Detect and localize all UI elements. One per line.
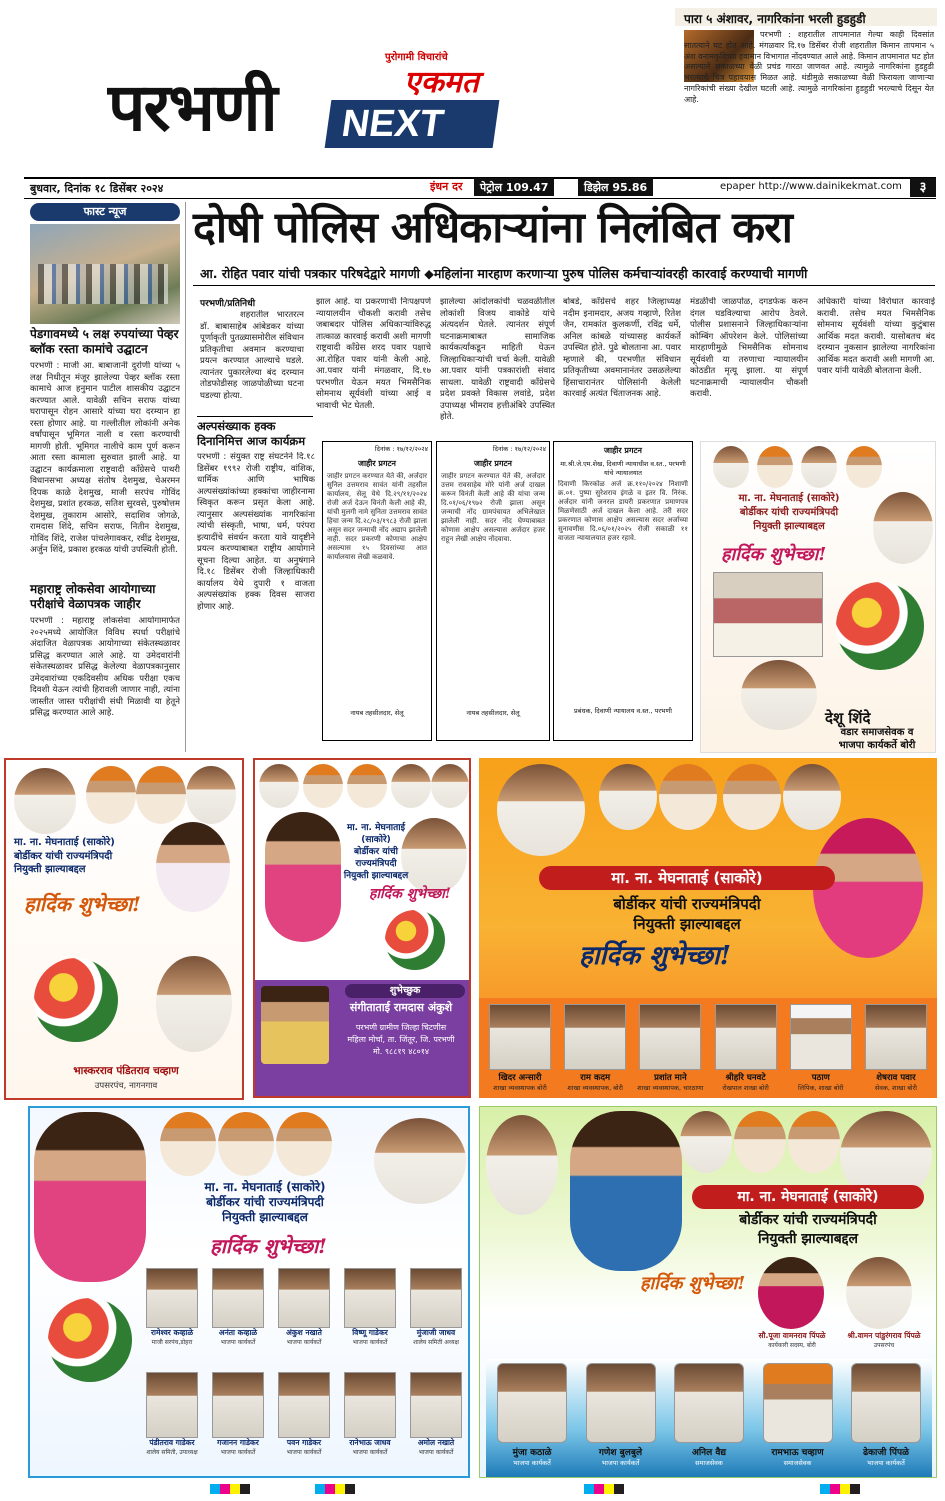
person-photo: [486, 1115, 558, 1215]
ad-line-1: मा. ना. मेघनाताई (साकोरे): [738, 493, 840, 504]
masthead-title: परभणी: [108, 68, 276, 146]
ad-line-1: मा. ना. मेघनाताई (साकोरे): [204, 1180, 326, 1194]
person-photo: [659, 764, 717, 830]
ad-line-3: नियुक्ती झाल्याबद्दल: [633, 915, 741, 933]
worker-role: भाजपा कार्यकर्ते: [418, 1449, 454, 1456]
bouquet-image: [48, 1298, 132, 1382]
staff-card: [635, 1004, 705, 1092]
worker-role: भाजपा कार्यकर्ते: [220, 1339, 256, 1346]
person-photo: [846, 446, 882, 488]
notice-sign: नायब तहसीलदार, सेलू: [466, 709, 520, 717]
person-photo: [146, 1372, 198, 1438]
person-photo: [489, 1004, 551, 1070]
ad-line-2: बोर्डीकर यांची राज्यमंत्रिपदी: [14, 850, 113, 862]
person-photo: [741, 660, 817, 730]
notice-sign: नायब तहसीलदार, सेलू: [350, 709, 404, 717]
ad-line-2: बोर्डीकर यांची राज्यमंत्रिपदी: [354, 847, 398, 869]
worker-name: मुंजाजी जाधव: [416, 1328, 456, 1337]
bouquet-image: [836, 582, 924, 670]
worker-row-1: [140, 1268, 468, 1346]
person-photo: [259, 764, 299, 808]
worker-name: गजानन गाडेकर: [217, 1438, 259, 1447]
person-photo: [723, 764, 781, 830]
story-col-3: झालेल्या आंदोलकांची चळवळीतील लोकांशी विजय वाकोडे यांचे अंत्यदर्शन घेतले. त्यानंतर संपूर्ण घटनाक्रमाबाबत सामाजिक कार्यकर्त्यांकडून माहिती घेऊन जिल्हाधिकाऱ्यांची चर्चा केली. यावेळी आ.पवार यांनी पत्रकारांशी संवाद साधला. यावेळी राष्ट्रवादी काँग्रेसचे प्रदेश प्रवक्ते विकास लवांडे, प्रदेश उपाध्यक्ष भीमराव हत्तीअंबिरे उपस्थित होते.: [440, 297, 555, 422]
person-photo: [344, 1372, 396, 1438]
supporter-role: भाजपा कार्यकर्ते: [867, 1459, 905, 1467]
person-photo: [410, 1268, 462, 1328]
person-photo: [278, 1372, 330, 1438]
person-photo: [734, 1111, 786, 1173]
ad-line-1: मा. ना. मेघनाताई (साकोरे): [346, 823, 406, 845]
person-photo: [586, 1363, 656, 1443]
person-photo: [758, 1257, 824, 1329]
color-registration-strip: [820, 1484, 860, 1494]
worker-name: रानेभाऊ जाधव: [349, 1438, 391, 1447]
person-photo: [715, 1004, 777, 1070]
inauguration-photo: [30, 224, 180, 324]
notice-title: जाहीर प्रगटन: [604, 446, 642, 455]
ad-line-3: नियुक्ती झाल्याबद्दल: [14, 864, 86, 875]
ad-dohra-workers: [28, 1106, 470, 1478]
notice-body: जाहीर प्रगटन करण्यात येते की, अर्जदार सुनिल उत्तमराव सावंत यांनी तहसील कार्यालय, सेलू येथे दि.२९/११/२०२४ रोजी अर्ज देऊन विनंती केली आहे की, यांची मुलगी नामे सुनिता उत्तमराव सावंत हिचा जन्म दि.२८/०३/१९८३ रोजी झाला असून सदर जन्माची नोंद अद्याप झालेली नाही. सदर प्रकरणी कोणाचा आक्षेप असल्यास १५ दिवसांच्या आत कार्यालयास लेखी कळवावे.: [327, 472, 427, 561]
person-photo: [846, 1257, 912, 1329]
lokmat-logo: एकमत: [404, 65, 479, 100]
staff-name: खिदर अन्सारी: [498, 1073, 542, 1083]
issue-date: बुधवार, दिनांक १८ डिसेंबर २०२४: [30, 182, 164, 195]
petrol-price: पेट्रोल 109.47: [474, 178, 554, 196]
worker-card: [404, 1372, 468, 1456]
fast-news-body-2: परभणी : महाराष्ट्र लोकसेवा आयोगामार्फत २०२५मध्ये आयोजित विविध स्पर्धा परीक्षांचे अंदाजित वेळापत्रक आयोगाच्या संकेतस्थळावर प्रसिद्ध करण्यात आले आहे. या उमेदवारांनी संकेतस्थळावर प्रसिद्ध केलेल्या वेळापत्रकानुसार उमेदवारांच्या एकदिवसीय अधिक परीक्षा एकच दिवशी येऊन त्यांची हिरावली जाणार नाही, त्यांना जास्तीत जास्त परीक्षांची संधी मिळावी या हेतूने प्रसिद्ध करण्यात आले आहे.: [30, 616, 180, 718]
color-registration-strip: [315, 1484, 355, 1494]
headline-rule: [193, 285, 935, 286]
story-col-6: अधिकारी यांच्या विरोधात कारवाई करावी. तसेच मयत भिमसैनिक सोमनाथ सूर्यवंशी यांच्या कुटुंबास आर्थिक मदत करावी. यासोबतच बंद दरम्यान नुकसान झालेल्या नागरिकांना आर्थिक मदत करावी अशी मागणी आ. पवार यांनी यावेळी बोलताना केली.: [817, 297, 935, 376]
staff-card: [485, 1004, 555, 1092]
ad-line-2: बोर्डीकर यांची राज्यमंत्रिपदी: [739, 507, 839, 518]
color-registration-strip: [210, 1484, 250, 1494]
worker-card: [206, 1268, 270, 1346]
supporter-role: समाजसेवक: [783, 1459, 812, 1467]
worker-name: विष्णू गाडेकर: [352, 1328, 388, 1337]
greeting: हार्दिक शुभेच्छा!: [721, 544, 827, 565]
staff-name: श्रीहरि घनवटे: [725, 1073, 766, 1083]
worker-role: भाजपा कार्यकर्ते: [220, 1449, 256, 1456]
person-photo: [156, 956, 232, 1052]
supporter-card: [579, 1363, 663, 1467]
couple-name: श्री.वामन पांडुरंगराव पिंपळे: [847, 1331, 921, 1340]
minority-title: अल्पसंख्याक हक्क दिनानिमित्त आज कार्यक्रम: [197, 419, 306, 448]
main-subhead: आ. रोहित पवार यांची पत्रकार परिषदेद्वारे मागणी ◆महिलांना मारहाण करणाऱ्या पुरुष पोलिस कर्मचाऱ्यांवरही कारवाई करण्याची मागणी: [200, 266, 808, 281]
person-photo: [347, 764, 387, 808]
person-photo: [156, 822, 230, 912]
ad-text: [14, 836, 164, 877]
person-photo: [14, 768, 76, 834]
person-photo: [410, 1372, 462, 1438]
ad-role-1: परभणी ग्रामीण जिल्हा चिटणीस: [355, 1023, 447, 1032]
supporter-name: गणेश बुलबुले: [598, 1448, 643, 1458]
person-photo: [136, 766, 186, 824]
worker-role: माजी सरपंच,डोहरा: [151, 1339, 193, 1346]
worker-role: भाजपा कार्यकर्ते: [352, 1449, 388, 1456]
person-photo: [570, 1111, 682, 1271]
supporter-role: भाजपा कार्यकर्ते: [601, 1459, 640, 1467]
person-photo: [497, 1363, 567, 1443]
notice-body: दिवाणी किरकोळ अर्ज क्र.११०/२०२४ निशाणी क्र.०१. पुष्पा सुरेशराव इंगळे व इतर वि. निरंक. अर्जदार यांनी जनरल डायरी प्रकरणात प्रमाणपत्र मिळणेसाठी अर्ज दाखल केला आहे. तरी सदर प्रकरणात कोणास आक्षेप असल्यास सदर अर्जाच्या सुनावणीस दि.०६/०१/२०२५ रोजी सकाळी ११ वाजता न्यायालयात हजर रहावे.: [558, 480, 688, 542]
greeting: हार्दिक शुभेच्छा!: [640, 1273, 746, 1294]
worker-name: रामेश्वर कव्हाळे: [150, 1328, 194, 1337]
fuel-label: इंधन दर: [430, 180, 463, 193]
couple-card: [742, 1331, 842, 1349]
staff-role: शाखा व्यवस्थापक, चारठाणा: [637, 1084, 704, 1092]
worker-name: पवन गाडेकर: [286, 1438, 322, 1447]
ad-text: [150, 1180, 380, 1225]
bouquet-image: [385, 910, 445, 970]
ad-deshu-shinde: [700, 441, 936, 753]
story-col-1: शहरातील भारतरत्न डॉ. बाबासाहेब आंबेडकर यांच्या पूर्णाकृती पुतळ्यासमोरील संविधान प्रतिकृतीचा अवमान करण्याचा प्रयत्न करण्यात आल्याचे घडले. त्यानंतर पुकारलेल्या बंद दरम्यान तोडफोडीसह जाळपोळीच्या घटना घडल्या होत्या.: [200, 310, 304, 401]
staff-role: सेवक, शाखा बोरी: [874, 1084, 917, 1092]
staff-role: लिपिक, शाखा बोरी: [798, 1084, 844, 1092]
person-photo: [374, 1118, 466, 1204]
notice-2: [436, 441, 550, 741]
supporter-card: [667, 1363, 751, 1467]
person-photo: [851, 1363, 921, 1443]
supporter-name: रामभाऊ चव्हाण: [771, 1448, 824, 1458]
ad-name: देशू शिंदे: [825, 709, 871, 727]
person-photo: [431, 764, 469, 808]
person-photo: [186, 766, 236, 824]
fast-news-body-1: परभणी : माजी आ. बाबाजानी दुर्राणी यांच्या ५ लक्ष निधीतून मंजूर झालेल्या पेव्हर ब्लॉक रस्ता कामाचे आज हनुमान पाटील शासकीय उद्घाटन करण्यात आले. यावेळी सचिन सराफ यांच्या घरापासून रोहन आसारे यांच्या घरा दरम्यान हा रस्ता होणार आहे. या गल्लीतील लोकांनी अनेक वर्षांपासून भूमिगत नाली व रस्ता करण्याची मागणी होती. भूमिगत नालीचे काम पूर्ण करून आता रस्ता कामाला सुरुवात झाली आहे. या उद्घाटन कार्यक्रमाला राष्ट्रवादी काँग्रेसचे पाथरी विधानसभा अध्यक्ष संतोष देशमुख, चेअरमन दिपक काळे देशमुख, माजी सरपंच गोविंद देशमुख, प्रशांत हरकळ, सतिश सुरवसे, पुरुषोत्तम देशमुख, तुकाराम आसोरे, सदाशिव जोगळे, रामदास शिंदे, सचिन सराफ, नितीन देशमुख, गोविंद शिंदे, राजेश पांचलेगावकर, रवींद्र देशमुख, अर्जुन शिंदे, प्रकाश हरकळ यांची उपस्थिती होती.: [30, 361, 180, 555]
worker-card: [404, 1268, 468, 1346]
ad-phone: मो. ९८८१९ ४८०१४: [372, 1047, 430, 1056]
person-photo: [276, 1112, 332, 1176]
fast-news-title-1: पेडगावमध्ये ५ लक्ष रुपयांच्या पेव्हर ब्लॉक रस्ता कामांचे उद्घाटन: [30, 327, 179, 356]
staff-card: [861, 1004, 931, 1092]
person-photo: [261, 986, 329, 1064]
worker-name: अमोल नखाते: [417, 1438, 455, 1447]
supporter-card: [490, 1363, 574, 1467]
person-photo: [763, 1363, 833, 1443]
person-photo: [212, 1372, 264, 1438]
couple-role: उपसरपंच: [873, 1342, 895, 1349]
couple-card: [834, 1331, 934, 1349]
staff-role: रोखपाल शाखा बोरी: [722, 1084, 769, 1092]
ad-text: [703, 492, 875, 534]
staff-role: शाखा व्यवस्थापक, बोरी: [567, 1084, 623, 1092]
person-photo: [86, 766, 136, 824]
ad-role-2: महिला मोर्चा, ता. जिंतूर, जि. परभणी: [347, 1035, 455, 1044]
fast-news-label: फास्ट न्यूज: [30, 203, 180, 221]
ad-line-3: नियुक्ती झाल्याबद्दल: [753, 521, 825, 532]
notice-1: [322, 441, 432, 741]
rule: [197, 416, 313, 417]
supporter-name: मुंजा कठाळे: [512, 1448, 552, 1458]
color-registration-strip: [584, 1484, 624, 1494]
ad-bank-staff: [479, 758, 937, 1098]
staff-card: [560, 1004, 630, 1092]
event-photo: [713, 572, 823, 657]
ad-line-2: बोर्डीकर यांची राज्यमंत्रिपदी: [613, 895, 761, 913]
worker-card: [272, 1372, 336, 1456]
notice-title: जाहीर प्रगटन: [474, 459, 512, 468]
notice-title: जाहीर प्रगटन: [358, 459, 396, 468]
person-photo: [865, 1004, 927, 1070]
ad-role-2: भाजपा कार्यकर्ते बोरी: [838, 740, 916, 751]
page-number: ३: [910, 178, 936, 197]
supporter-card: [756, 1363, 840, 1467]
greeting: हार्दिक शुभेच्छा!: [210, 1234, 327, 1258]
supporter-role: समाजसेवक: [695, 1459, 723, 1467]
couple-role: कार्यकारी सदस्य, बोरी: [768, 1342, 816, 1349]
worker-name: पंडीतराव गाडेकर: [149, 1438, 195, 1447]
person-photo: [344, 1268, 396, 1328]
greeting: हार्दिक शुभेच्छा!: [579, 941, 731, 971]
worker-role: भाजपा कार्यकर्ते: [286, 1339, 322, 1346]
ad-name: भास्करराव पंडितराव चव्हाण: [73, 1065, 179, 1077]
person-photo: [801, 446, 837, 488]
column-divider: [185, 202, 186, 752]
person-photo: [788, 1111, 840, 1173]
worker-card: [272, 1268, 336, 1346]
ad-text: [341, 822, 411, 882]
worker-card: [206, 1372, 270, 1456]
ad-label: शुभेच्छुक: [345, 984, 465, 998]
person-photo: [497, 764, 585, 856]
person-photo: [757, 446, 793, 488]
ad-role: उपसरपंच, नागनगाव: [94, 1081, 158, 1091]
ad-pimple-family: [479, 1106, 937, 1478]
person-photo: [146, 1268, 198, 1328]
person-photo: [674, 1363, 744, 1443]
supporter-card: [844, 1363, 928, 1467]
ad-line-3: नियुक्ती झाल्याबद्दल: [222, 1210, 308, 1224]
notice-body: जाहीर प्रगटन करण्यात येते की, अर्जदार उत्तम रावसाहेब मोरे यांनी अर्ज दाखल करून विनंती केली आहे की यांचा जन्म दि.०१/०६/१९७२ रोजी झाला असून जन्माची नोंद ग्रामपंचायत अभिलेखात झालेली नाही. सदर नोंद घेण्याबाबत कोणास आक्षेप असल्यास अर्जदार हजर राहून लेखी आक्षेप नोंदवावा.: [441, 472, 545, 543]
diesel-price: डिझेल 95.86: [578, 178, 653, 196]
supporter-row: [490, 1363, 928, 1467]
story-col-2: झाल आहे. या प्रकरणाची निःपक्षपणे न्यायालयीन चौकशी करावी तसेच जबाबदार पोलिस अधिकाऱ्यांविरुद्ध तात्काळ कारवाई करावी अशी मागणी राष्ट्रवादी काँग्रेस शरद पवार पक्षाचे आ.रोहित पवार यांनी केली आहे. आ.पवार यांनी मंगळवार, दि.१७ परभणीत येऊन मयत भिमसैनिक सोमनाथ सूर्यवंशी यांच्या आई व भावाची भेट घेतली.: [316, 297, 431, 411]
ad-line-2: बोर्डीकर यांची राज्यमंत्रिपदी: [206, 1195, 324, 1209]
worker-card: [338, 1372, 402, 1456]
greeting: हार्दिक शुभेच्छा!: [369, 886, 451, 902]
person-photo: [873, 492, 933, 564]
story-col-5: मंडळींची जाळपोळ, दगडफेक करुन दंगल घडविल्याचा आरोप ठेवले. पोलीस प्रशासनाने जिल्हाधिकाऱ्यांना कोम्बिंग ऑपरेशन केले. पोलिसांच्या मारहाणीमुळे भिमसैनिक सोमनाथ सूर्यवंशी या तरुणाचा न्यायालयीन कोठडीत मृत्यू झाला. या संपूर्ण घटनाक्रमाची न्यायालयीन चौकशी करावी.: [690, 297, 808, 399]
ad-role: [331, 1022, 471, 1058]
person-photo: [680, 1111, 732, 1173]
story-col-4: बोबडे, काँग्रेसचे शहर जिल्हाध्यक्ष नदीम इनामदार, अजय गव्हाणे, रितेश जैन, रामकांत कुलकर्णी, रविंद्र धर्मे, अनिल कांबळे यांच्यासह कार्यकर्ते उपस्थित होते. पुढे बोलताना आ. पवार म्हणाले की, परभणीत संविधान प्रतिकृतीच्या अवमानानंतर उसळलेल्या हिंसाचारानंतर पोलिसांनी केलेली कारवाई अत्यंत चिंताजनक आहे.: [563, 297, 681, 399]
supporter-name: ढेकाजी पिंपळे: [863, 1448, 909, 1458]
minority-body: परभणी : संयुक्त राष्ट्र संघटनेने दि.१८ डिसेंबर १९९२ रोजी राष्ट्रीय, वांशिक, धार्मिक आणि भाषिक अल्पसंख्यांकांच्या हक्कांचा जाहीरनामा स्विकृत करून प्रसृत केला आहे. त्यानुसार अल्पसंख्यांक नागरिकांना त्यांची संस्कृती, भाषा, धर्म, परंपरा इत्यादींचे संवर्धन करता यावे यादृष्टीने प्रयत्न करण्याबाबत राष्ट्रीय आयोगाने सूचना दिल्या आहेत. या अनुषंगाने दि.१८ डिसेंबर रोजी जिल्हाधिकारी कार्यालय येथे दुपारी १ वाजता अल्पसंख्यांक हक्क दिवस साजरा होणार आहे.: [197, 452, 315, 612]
person-photo: [278, 1268, 330, 1328]
ad-line-2: बोर्डीकर यांची राज्यमंत्रिपदी: [739, 1212, 877, 1228]
top-right-headline: पारा ५ अंशावर, नागरिकांना भरली हुडहुडी: [684, 12, 866, 26]
person-photo: [790, 1004, 852, 1070]
worker-name: अनंता कव्हाळे: [218, 1328, 258, 1337]
staff-name: पठाण: [811, 1073, 830, 1083]
notice-date: दिनांक : १७/१२/२०२४: [492, 445, 546, 453]
ad-line-1: मा. ना. मेघनाताई (साकोरे): [611, 869, 763, 887]
person-photo: [218, 1112, 274, 1176]
ad-role-1: वडार समाजसेवक व: [840, 727, 914, 738]
person-photo: [212, 1268, 264, 1328]
staff-card: [786, 1004, 856, 1092]
supporter-role: भाजपा कार्यकर्ते: [513, 1459, 551, 1467]
greeting: हार्दिक शुभेच्छा!: [24, 892, 141, 916]
notice-3: [553, 441, 693, 741]
ad-line-1: मा. ना. मेघनाताई (साकोरे): [737, 1189, 879, 1205]
next-logo: NEXT: [325, 100, 500, 148]
worker-row-2: [140, 1372, 468, 1456]
main-headline: दोषी पोलिस अधिकाऱ्यांना निलंबित करा: [193, 203, 792, 253]
staff-row: [485, 1004, 931, 1092]
worker-role: भाजपा कार्यकर्ते: [352, 1339, 388, 1346]
notice-sign: प्रबंधक, दिवाणी न्यायालय व.स्त., परभणी: [574, 707, 672, 715]
person-photo: [391, 764, 431, 808]
ad-role: [819, 726, 935, 752]
worker-role: शालेय समिती अध्यक्ष: [413, 1339, 459, 1346]
ad-line-3: नियुक्ती झाल्याबद्दल: [343, 871, 409, 881]
notice-date: दिनांक : १७/१२/२०२४: [374, 445, 428, 453]
ad-line-3: नियुक्ती झाल्याबद्दल: [757, 1231, 859, 1247]
worker-card: [140, 1372, 204, 1456]
ad-bhaskarrao: [4, 758, 244, 1100]
couple-name: सौ.पूजा वामनराव पिंपळे: [758, 1331, 826, 1340]
person-photo: [160, 1112, 216, 1176]
worker-role: भाजपा कार्यकर्ते: [286, 1449, 322, 1456]
staff-card: [711, 1004, 781, 1092]
staff-role: शाखा व्यवस्थापक बोरी: [493, 1084, 547, 1092]
ad-name: संगीताताई रामदास अंकुशे: [349, 1001, 453, 1014]
masthead-slogan: पुरोगामी विचारांचे: [385, 52, 448, 63]
bouquet-image: [34, 958, 118, 1042]
dateline: परभणी/प्रतिनिधी: [200, 299, 256, 309]
ad-sangitatai: [253, 758, 471, 1098]
supporter-name: अनिल वैद्य: [691, 1448, 727, 1458]
notice-court: मा.श्री.जे.एम.शेख, दिवाणी न्यायाधीश व.स्त., परभणी यांचे न्यायालयात: [560, 460, 686, 477]
person-photo: [783, 764, 841, 830]
staff-name: प्रशांत माने: [654, 1073, 687, 1083]
worker-card: [140, 1268, 204, 1346]
person-photo: [564, 1004, 626, 1070]
staff-name: राम कदम: [580, 1073, 611, 1083]
staff-name: शेषराव पवार: [876, 1073, 916, 1083]
top-right-body: परभणी : शहरातील तापमानात गेल्या काही दिवसांत सातत्याने घट होत आहे. मंगळवार दि.१७ डिसेंबर रोजी शहरातील किमान तापमान ५ अंश वनामकृविच्या हवामान विभागात नोंदवण्यात आले आहे. किमान तापमानात घट होत असल्याने सकाळच्या वेळी प्रचंड गारठा जाणवत आहे. त्यामुळे नागरिकांना हुडहुडी भरल्याचे चित्र पहावयास मिळत आहे. थंडीमुळे सकाळच्या वेळी फिरायला जाणाऱ्या नागरिकांची संख्या देखील घटली आहे. त्यामुळे नागरिकांना हुडहुडी भरल्याचे दिसून येत आहे.: [684, 30, 934, 104]
person-photo: [303, 764, 343, 808]
person-photo: [265, 812, 341, 942]
epaper-link[interactable]: epaper http://www.dainikekmat.com: [720, 181, 902, 192]
person-photo: [34, 1112, 146, 1282]
person-photo: [639, 1004, 701, 1070]
worker-card: [338, 1268, 402, 1346]
worker-name: अंकुश नखाते: [286, 1328, 322, 1337]
ad-line-1: मा. ना. मेघनाताई (साकोरे): [14, 837, 115, 848]
worker-role: शालेय समिती, उपाध्यक्ष: [146, 1449, 198, 1456]
person-photo: [713, 446, 749, 488]
fast-news-title-2: महाराष्ट्र लोकसेवा आयोगाच्या परीक्षांचे वेळापत्रक जाहीर: [30, 582, 156, 611]
person-photo: [599, 764, 657, 830]
